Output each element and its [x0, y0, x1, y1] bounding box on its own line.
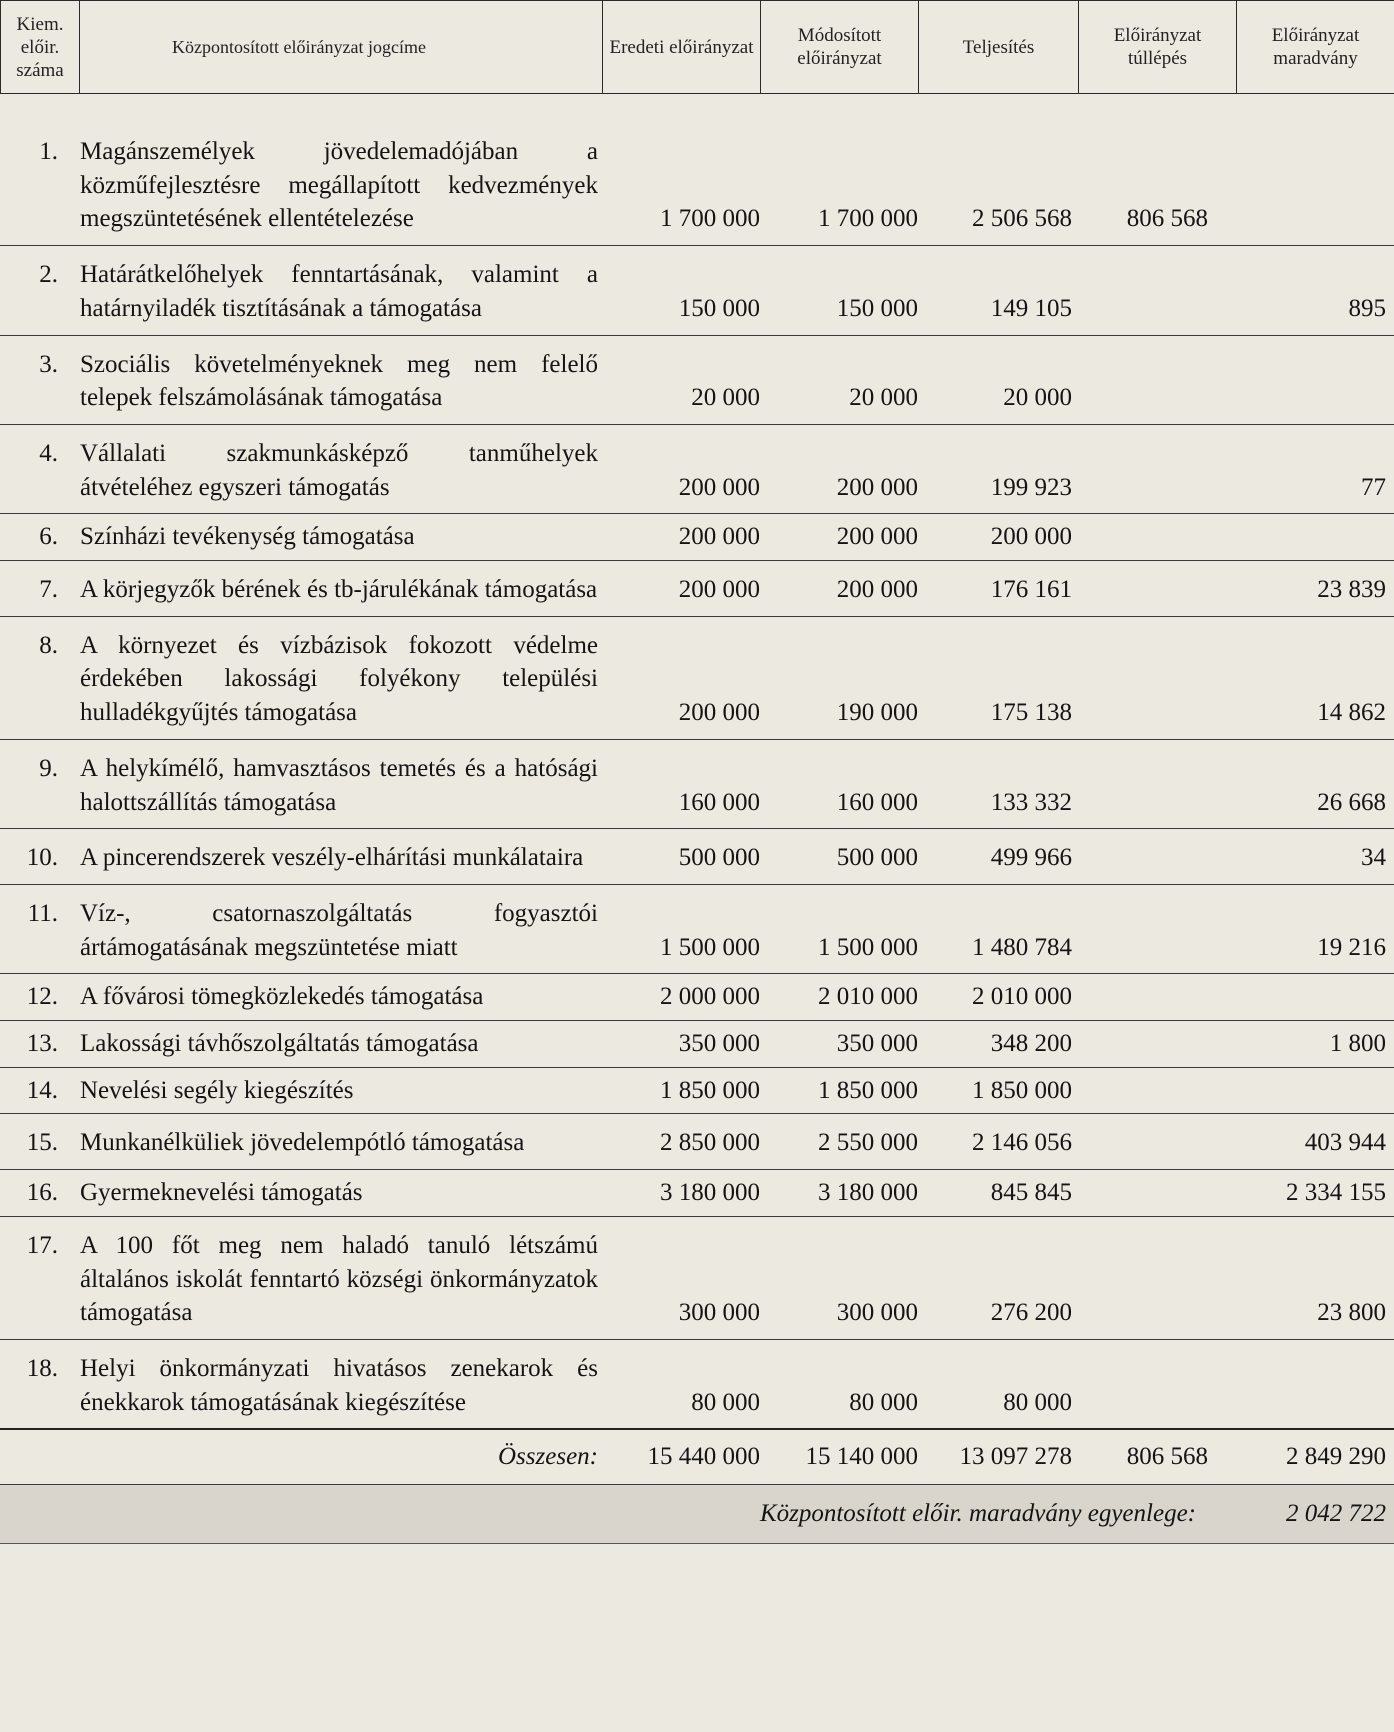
- row-modified: 200 000: [768, 514, 926, 561]
- table-body: [0, 105, 1394, 1429]
- row-number: 11.: [0, 884, 68, 973]
- row-residual: 895: [1236, 246, 1394, 335]
- table-row: [0, 1216, 1394, 1339]
- total-completion: 13 097 278: [926, 1429, 1084, 1484]
- row-overrun: [1084, 424, 1236, 513]
- row-number: 12.: [0, 974, 68, 1021]
- row-overrun: [1084, 1021, 1236, 1068]
- row-number: 18.: [0, 1339, 68, 1429]
- row-completion: 133 332: [926, 739, 1084, 828]
- row-modified: 200 000: [768, 424, 926, 513]
- row-modified: 160 000: [768, 739, 926, 828]
- row-residual: 26 668: [1236, 739, 1394, 828]
- row-residual: 1 800: [1236, 1021, 1394, 1068]
- row-original: 160 000: [612, 739, 768, 828]
- row-overrun: [1084, 829, 1236, 885]
- row-modified: 1 850 000: [768, 1067, 926, 1114]
- row-overrun: [1084, 1216, 1236, 1339]
- row-completion: 2 010 000: [926, 974, 1084, 1021]
- header-completion: Teljesítés: [919, 1, 1079, 94]
- appropriations-table: [0, 105, 1394, 1544]
- row-completion: 2 146 056: [926, 1114, 1084, 1170]
- row-original: 150 000: [612, 246, 768, 335]
- row-residual: 34: [1236, 829, 1394, 885]
- row-title: A 100 főt meg nem haladó tanuló létszámú általános iskolát fenntartó községi önkormányzatok támogatása: [68, 1216, 612, 1339]
- row-original: 200 000: [612, 616, 768, 739]
- row-modified: 1 500 000: [768, 884, 926, 973]
- row-title: Határátkelőhelyek fenntartásának, valamint a határnyiladék tisztításának a támogatása: [68, 246, 612, 335]
- row-number: 4.: [0, 424, 68, 513]
- table-header: [0, 0, 1394, 94]
- row-number: 7.: [0, 561, 68, 617]
- row-modified: 80 000: [768, 1339, 926, 1429]
- row-overrun: [1084, 739, 1236, 828]
- row-residual: [1236, 105, 1394, 246]
- row-residual: [1236, 1339, 1394, 1429]
- table-row: [0, 616, 1394, 739]
- total-label: Összesen:: [0, 1429, 612, 1484]
- row-number: 16.: [0, 1170, 68, 1217]
- row-completion: 199 923: [926, 424, 1084, 513]
- row-title: A körjegyzők bérének és tb-járulékának támogatása: [68, 561, 612, 617]
- row-completion: 2 506 568: [926, 105, 1084, 246]
- row-residual: [1236, 974, 1394, 1021]
- row-completion: 499 966: [926, 829, 1084, 885]
- row-completion: 348 200: [926, 1021, 1084, 1068]
- table-row: [0, 424, 1394, 513]
- row-completion: 276 200: [926, 1216, 1084, 1339]
- header-original: Eredeti előirányzat: [603, 1, 761, 94]
- table-row: [0, 514, 1394, 561]
- row-number: 9.: [0, 739, 68, 828]
- total-row: [0, 1429, 1394, 1484]
- row-title: Víz-, csatornaszolgáltatás fogyasztói ártámogatásának megszüntetése miatt: [68, 884, 612, 973]
- row-title: A fővárosi tömegközlekedés támogatása: [68, 974, 612, 1021]
- row-title: Munkanélküliek jövedelempótló támogatása: [68, 1114, 612, 1170]
- row-overrun: [1084, 1170, 1236, 1217]
- table-row: [0, 829, 1394, 885]
- row-number: 15.: [0, 1114, 68, 1170]
- row-title: Vállalati szakmunkásképző tanműhelyek átvételéhez egyszeri támogatás: [68, 424, 612, 513]
- row-original: 300 000: [612, 1216, 768, 1339]
- row-modified: 200 000: [768, 561, 926, 617]
- row-original: 3 180 000: [612, 1170, 768, 1217]
- row-original: 2 850 000: [612, 1114, 768, 1170]
- row-title: A környezet és vízbázisok fokozott védelme érdekében lakossági folyékony települési hulladékgyűjtés támogatása: [68, 616, 612, 739]
- row-overrun: [1084, 514, 1236, 561]
- row-title: Szociális követelményeknek meg nem felelő telepek felszámolásának támogatása: [68, 335, 612, 424]
- row-residual: 23 800: [1236, 1216, 1394, 1339]
- row-original: 200 000: [612, 514, 768, 561]
- table-row: [0, 1339, 1394, 1429]
- row-residual: [1236, 1067, 1394, 1114]
- table-row: [0, 246, 1394, 335]
- row-modified: 500 000: [768, 829, 926, 885]
- row-original: 1 500 000: [612, 884, 768, 973]
- row-title: A helykímélő, hamvasztásos temetés és a hatósági halottszállítás támogatása: [68, 739, 612, 828]
- row-number: 3.: [0, 335, 68, 424]
- row-original: 80 000: [612, 1339, 768, 1429]
- table-row: [0, 884, 1394, 973]
- row-modified: 190 000: [768, 616, 926, 739]
- total-modified: 15 140 000: [768, 1429, 926, 1484]
- row-original: 20 000: [612, 335, 768, 424]
- row-original: 200 000: [612, 424, 768, 513]
- row-overrun: [1084, 974, 1236, 1021]
- row-overrun: [1084, 1339, 1236, 1429]
- row-overrun: [1084, 884, 1236, 973]
- header-overrun: Előirányzat túllépés: [1079, 1, 1237, 94]
- row-modified: 300 000: [768, 1216, 926, 1339]
- row-modified: 150 000: [768, 246, 926, 335]
- row-modified: 350 000: [768, 1021, 926, 1068]
- table-row: [0, 1021, 1394, 1068]
- row-residual: 19 216: [1236, 884, 1394, 973]
- total-original: 15 440 000: [612, 1429, 768, 1484]
- row-original: 2 000 000: [612, 974, 768, 1021]
- row-number: 6.: [0, 514, 68, 561]
- row-overrun: [1084, 1114, 1236, 1170]
- row-modified: 3 180 000: [768, 1170, 926, 1217]
- row-original: 200 000: [612, 561, 768, 617]
- row-original: 350 000: [612, 1021, 768, 1068]
- balance-value: 2 042 722: [1236, 1485, 1394, 1544]
- header-modified: Módosított előirányzat: [761, 1, 919, 94]
- row-completion: 20 000: [926, 335, 1084, 424]
- row-number: 8.: [0, 616, 68, 739]
- row-number: 13.: [0, 1021, 68, 1068]
- row-completion: 149 105: [926, 246, 1084, 335]
- row-title: Helyi önkormányzati hivatásos zenekarok és énekkarok támogatásának kiegészítése: [68, 1339, 612, 1429]
- row-number: 1.: [0, 105, 68, 246]
- table-row: [0, 1170, 1394, 1217]
- row-overrun: [1084, 246, 1236, 335]
- row-modified: 1 700 000: [768, 105, 926, 246]
- row-number: 2.: [0, 246, 68, 335]
- table-row: [0, 974, 1394, 1021]
- table-row: [0, 105, 1394, 246]
- row-completion: 1 480 784: [926, 884, 1084, 973]
- balance-row: [0, 1485, 1394, 1544]
- row-completion: 175 138: [926, 616, 1084, 739]
- row-modified: 2 010 000: [768, 974, 926, 1021]
- row-residual: 2 334 155: [1236, 1170, 1394, 1217]
- row-original: 1 850 000: [612, 1067, 768, 1114]
- row-modified: 20 000: [768, 335, 926, 424]
- row-title: A pincerendszerek veszély-elhárítási munkálataira: [68, 829, 612, 885]
- table-row: [0, 561, 1394, 617]
- row-number: 17.: [0, 1216, 68, 1339]
- row-completion: 845 845: [926, 1170, 1084, 1217]
- header-title: Központosított előirányzat jogcíme: [80, 1, 603, 94]
- row-residual: [1236, 335, 1394, 424]
- row-completion: 80 000: [926, 1339, 1084, 1429]
- total-residual: 2 849 290: [1236, 1429, 1394, 1484]
- row-overrun: [1084, 616, 1236, 739]
- row-title: Gyermeknevelési támogatás: [68, 1170, 612, 1217]
- row-residual: [1236, 514, 1394, 561]
- table-row: [0, 739, 1394, 828]
- row-title: Színházi tevékenység támogatása: [68, 514, 612, 561]
- row-residual: 23 839: [1236, 561, 1394, 617]
- table-row: [0, 1114, 1394, 1170]
- row-original: 1 700 000: [612, 105, 768, 246]
- total-overrun: 806 568: [1084, 1429, 1236, 1484]
- row-title: Nevelési segély kiegészítés: [68, 1067, 612, 1114]
- row-modified: 2 550 000: [768, 1114, 926, 1170]
- row-number: 14.: [0, 1067, 68, 1114]
- row-overrun: 806 568: [1084, 105, 1236, 246]
- row-number: 10.: [0, 829, 68, 885]
- header-residual: Előirányzat maradvány: [1237, 1, 1394, 94]
- row-overrun: [1084, 335, 1236, 424]
- row-completion: 176 161: [926, 561, 1084, 617]
- table-row: [0, 335, 1394, 424]
- row-original: 500 000: [612, 829, 768, 885]
- row-title: Lakossági távhőszolgáltatás támogatása: [68, 1021, 612, 1068]
- row-residual: 403 944: [1236, 1114, 1394, 1170]
- row-residual: 14 862: [1236, 616, 1394, 739]
- table-row: [0, 1067, 1394, 1114]
- row-completion: 1 850 000: [926, 1067, 1084, 1114]
- row-residual: 77: [1236, 424, 1394, 513]
- row-completion: 200 000: [926, 514, 1084, 561]
- balance-label: Központosított előir. maradvány egyenlege:: [0, 1485, 1236, 1544]
- row-overrun: [1084, 1067, 1236, 1114]
- header-num: Kiem. előir. száma: [1, 1, 80, 94]
- row-overrun: [1084, 561, 1236, 617]
- row-title: Magánszemélyek jövedelemadójában a közműfejlesztésre megállapított kedvezmények megszüntetésének ellentételezése: [68, 105, 612, 246]
